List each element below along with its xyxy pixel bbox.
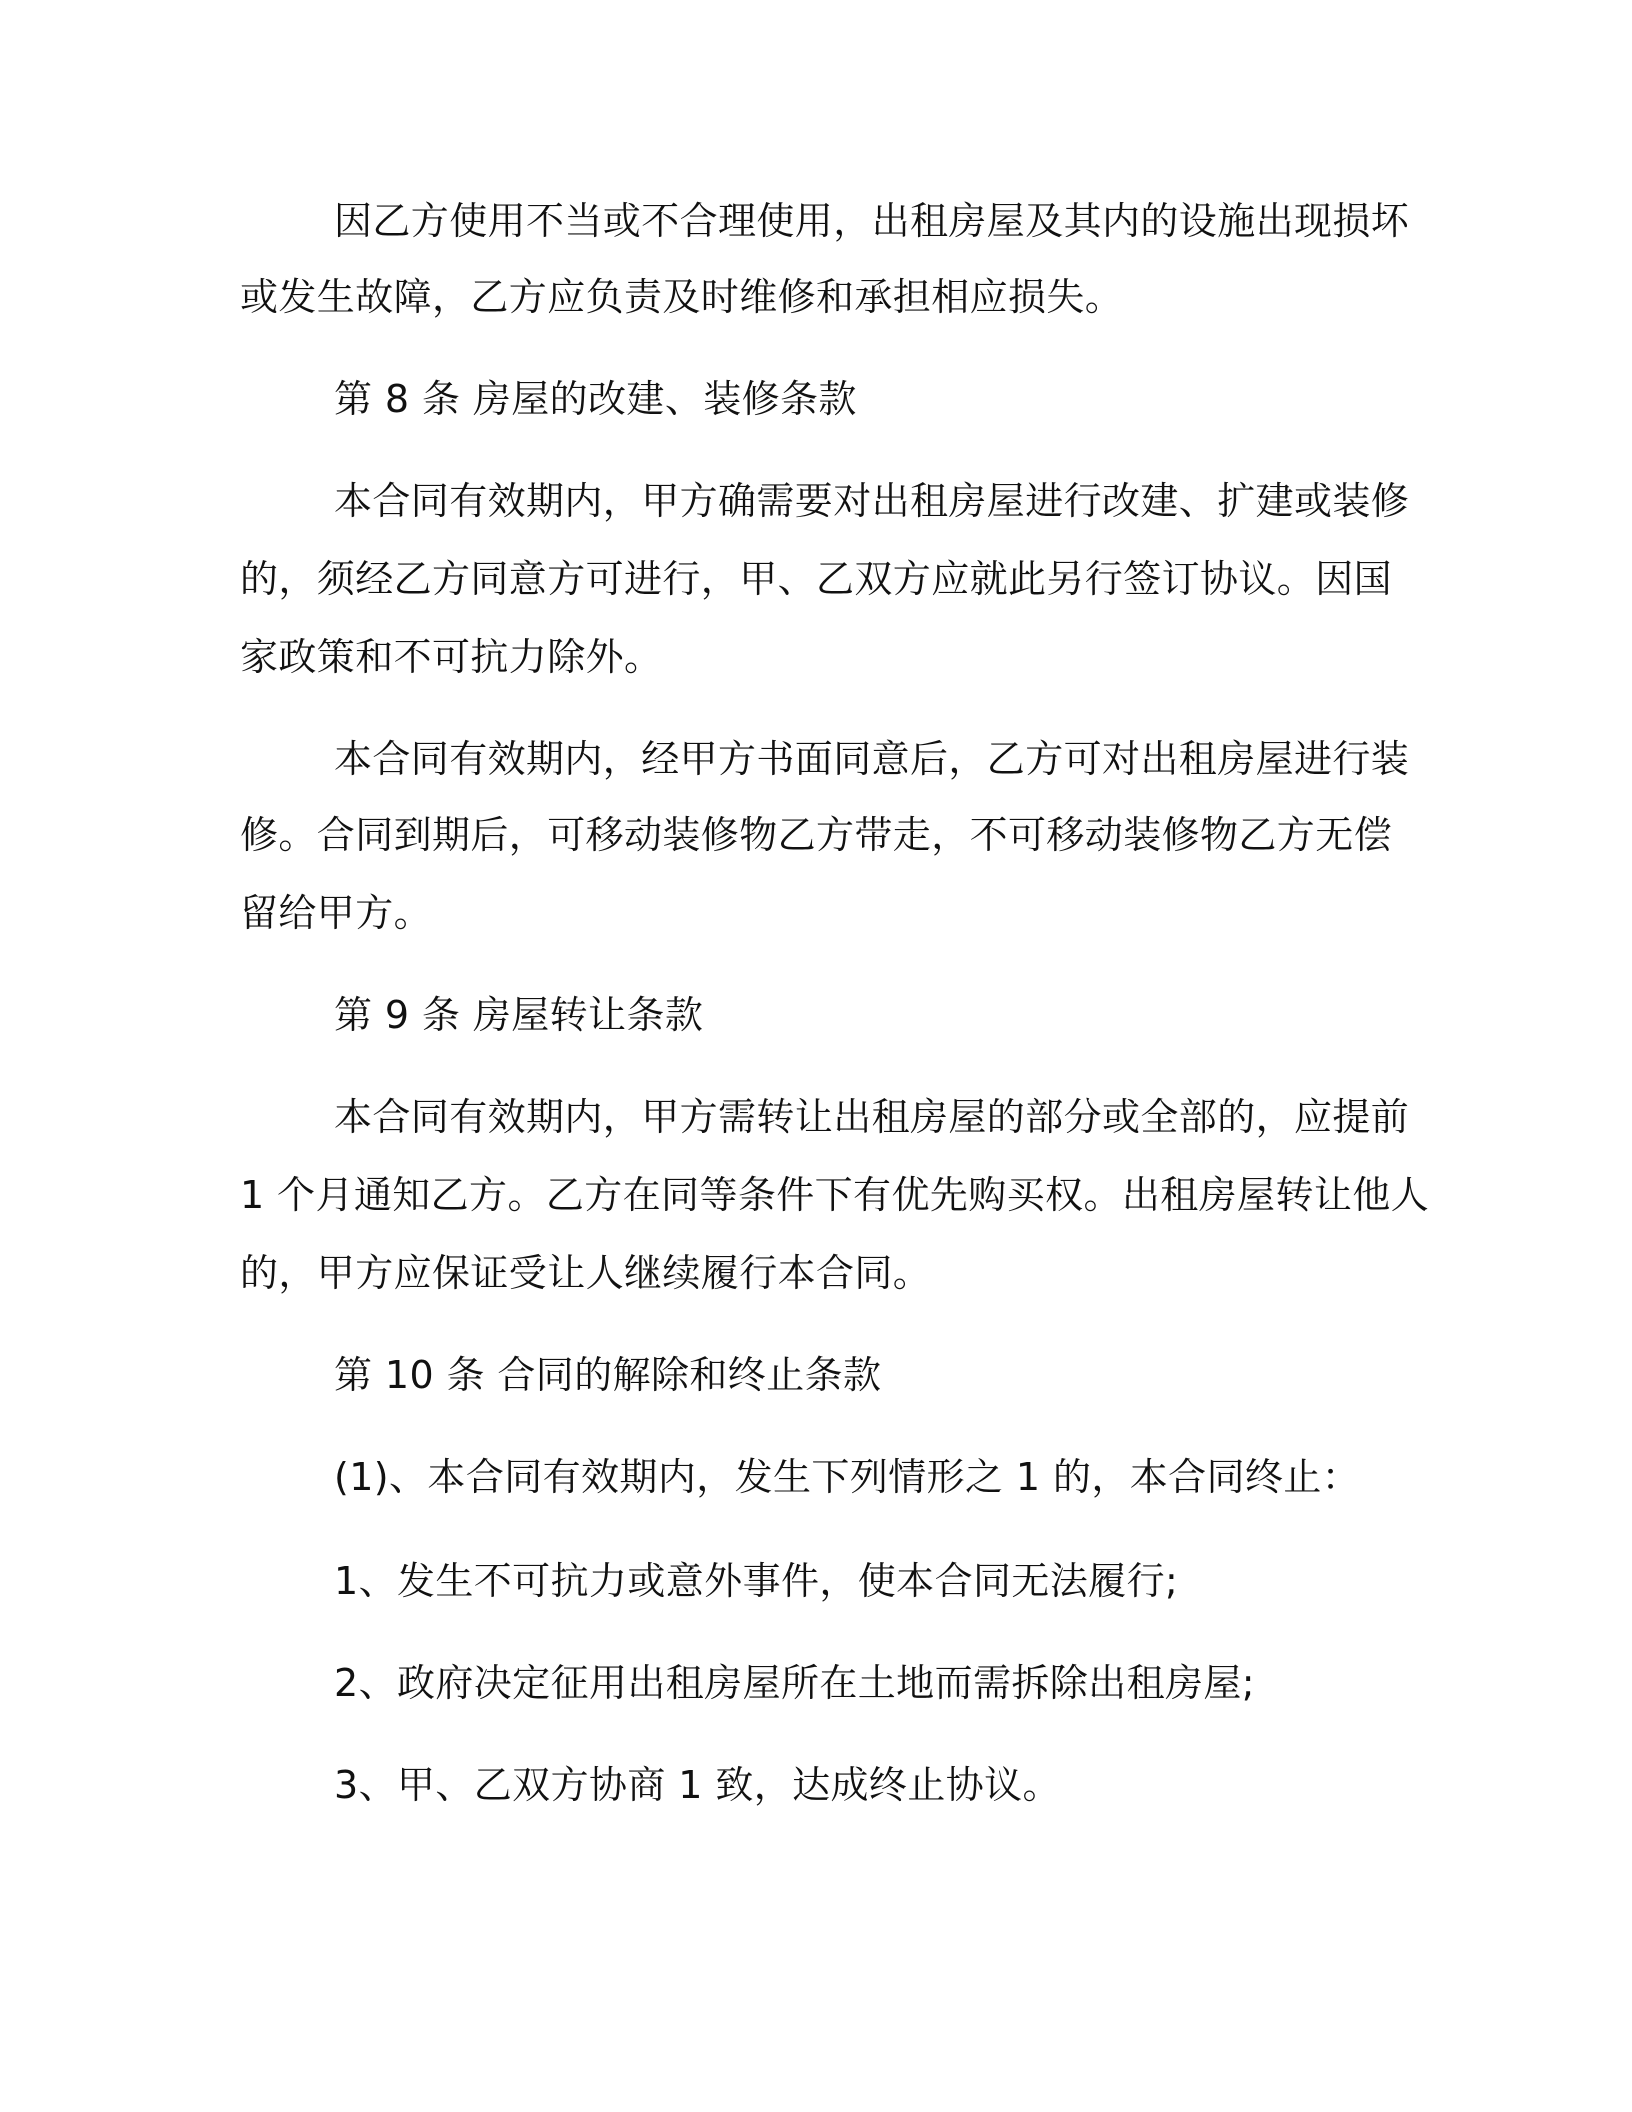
paragraph-line: 本合同有效期内，甲方确需要对出租房屋进行改建、扩建或装修 (334, 479, 1410, 523)
paragraph-line: 的，须经乙方同意方可进行，甲、乙双方应就此另行签订协议。因国 (240, 557, 1393, 601)
paragraph-line: 1 个月通知乙方。乙方在同等条件下有优先购买权。出租房屋转让他人 (240, 1173, 1430, 1217)
paragraph-line: 家政策和不可抗力除外。 (240, 635, 663, 679)
paragraph-line: 留给甲方。 (240, 891, 433, 935)
list-item: 3、甲、乙双方协商 1 致，达成终止协议。 (334, 1763, 1061, 1807)
paragraph-line: 本合同有效期内，经甲方书面同意后，乙方可对出租房屋进行装 (334, 737, 1410, 781)
paragraph-line: 的，甲方应保证受让人继续履行本合同。 (240, 1251, 932, 1295)
section-heading: 第 8 条 房屋的改建、装修条款 (334, 377, 857, 421)
paragraph-line: 本合同有效期内，甲方需转让出租房屋的部分或全部的，应提前 (334, 1095, 1410, 1139)
list-intro: (1)、本合同有效期内，发生下列情形之 1 的，本合同终止： (334, 1455, 1361, 1499)
paragraph-line: 修。合同到期后，可移动装修物乙方带走，不可移动装修物乙方无偿 (240, 813, 1393, 857)
paragraph-line: 因乙方使用不当或不合理使用，出租房屋及其内的设施出现损坏 (334, 199, 1410, 243)
paragraph-line: 或发生故障，乙方应负责及时维修和承担相应损失。 (240, 275, 1124, 319)
section-heading: 第 9 条 房屋转让条款 (334, 993, 704, 1037)
list-item: 2、政府决定征用出租房屋所在土地而需拆除出租房屋; (334, 1661, 1255, 1705)
section-heading: 第 10 条 合同的解除和终止条款 (334, 1353, 882, 1397)
list-item: 1、发生不可抗力或意外事件，使本合同无法履行; (334, 1559, 1179, 1603)
